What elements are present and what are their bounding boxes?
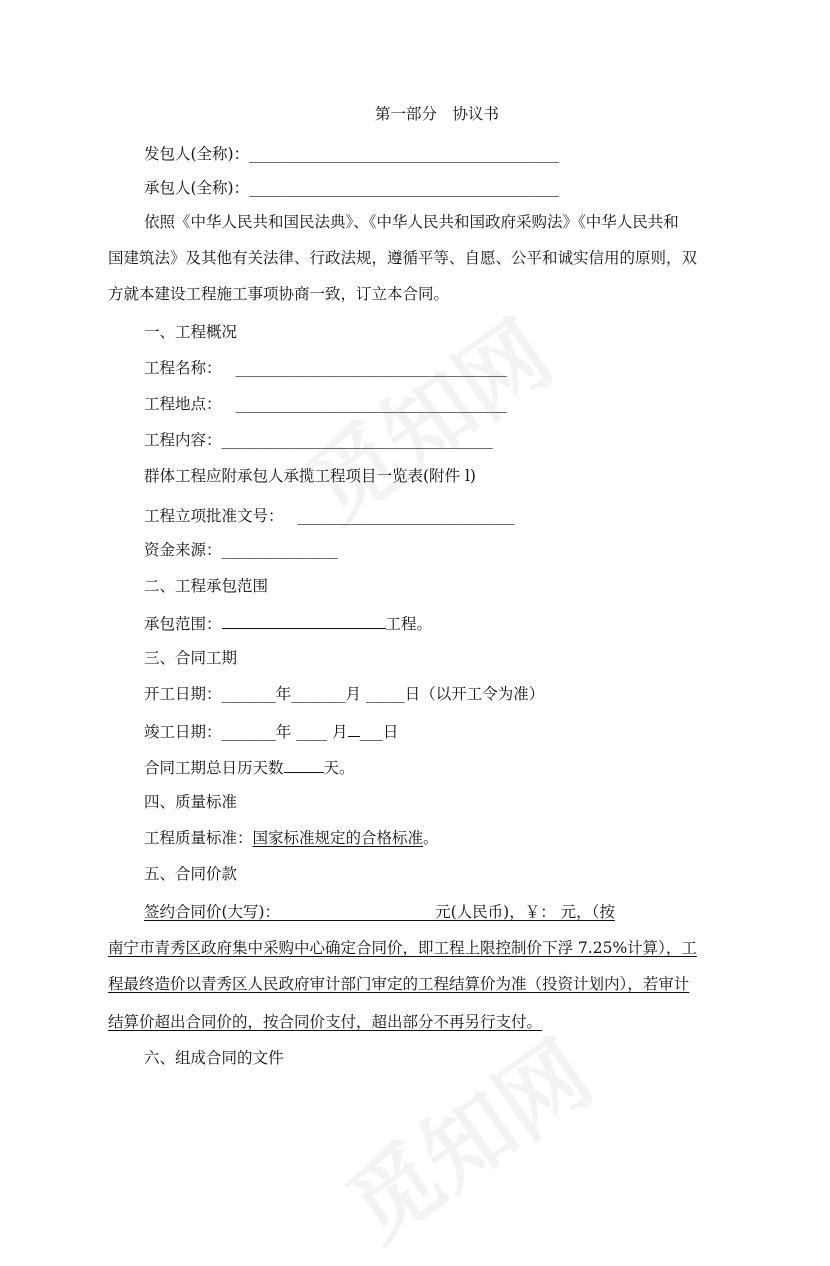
fund-source-line: [144, 540, 338, 560]
project-name-label: 工程名称：: [144, 359, 222, 377]
end-date-day-label: 日: [382, 723, 399, 741]
start-date-label: 开工日期：: [144, 685, 222, 703]
total-days-unit: 天。: [323, 759, 355, 777]
section-4-heading: 四、质量标准: [144, 793, 238, 811]
scope-label: 承包范围：: [144, 615, 222, 633]
quality-period: 。: [423, 829, 439, 847]
project-name-line: [144, 358, 507, 378]
fund-source-label: 资金来源：: [144, 541, 222, 559]
total-days-label: 合同工期总日历天数: [144, 759, 284, 777]
contractor-blank[interactable]: ________________________________________: [249, 179, 560, 197]
end-date-label: 竣工日期：: [144, 723, 222, 741]
price-line-3: 程最终造价以青秀区人民政府审计部门审定的工程结算价为准（投资计划内），若审计: [108, 975, 690, 993]
scope-line: [144, 612, 432, 634]
price-line-4: 结算价超出合同价的，按合同价支付，超出部分不再另行支付。: [108, 1013, 543, 1031]
project-content-line: [144, 430, 493, 450]
start-date-text[interactable]: _______年_______月 _____日（以开工令为准）: [221, 685, 545, 703]
end-date-day-blank[interactable]: ___: [359, 723, 383, 741]
intro-line-2: 国建筑法》及其他有关法律、行政法规，遵循平等、自愿、公平和诚实信用的原则，双: [108, 249, 698, 267]
fund-source-blank[interactable]: _______________: [221, 541, 338, 559]
project-content-label: 工程内容：: [144, 431, 222, 449]
group-project-note: 群体工程应附承包人承揽工程项目一览表(附件 l): [144, 467, 476, 485]
total-days-line: [144, 756, 355, 778]
intro-line-3: 方就本建设工程施工事项协商一致，订立本合同。: [108, 285, 450, 303]
scope-blank[interactable]: [222, 612, 386, 629]
project-location-blank[interactable]: ___________________________________: [235, 395, 507, 413]
doc-title: 第一部分 协议书: [375, 105, 500, 123]
project-content-blank[interactable]: ___________________________________: [221, 431, 493, 449]
employer-line: [144, 144, 559, 164]
contractor-line: [144, 178, 559, 198]
start-date-line: [144, 684, 544, 704]
project-location-line: [144, 394, 507, 414]
scope-suffix: 工程。: [385, 615, 433, 633]
section-3-heading: 三、合同工期: [144, 649, 238, 667]
approval-number-blank[interactable]: ____________________________: [297, 507, 515, 525]
quality-value: 国家标准规定的合格标准: [252, 829, 424, 847]
price-line-2: 南宁市青秀区政府集中采购中心确定合同价，即工程上限控制价下浮 7.25%计算），工: [108, 939, 697, 957]
approval-number-label: 工程立项批准文号：: [144, 507, 284, 525]
end-date-text[interactable]: _______年 ____ 月: [221, 723, 348, 741]
section-1-heading: 一、工程概况: [144, 323, 238, 341]
project-name-blank[interactable]: ___________________________________: [235, 359, 507, 377]
quality-label: 工程质量标准：: [144, 829, 253, 847]
end-date-day-underline: [348, 720, 360, 737]
approval-number-line: [144, 506, 515, 526]
price-line-1: 签约合同价(大写)：____________________元(人民币)，￥： 元，（按: [144, 903, 615, 921]
watermark-lower: [317, 1004, 613, 1265]
section-6-heading: 六、组成合同的文件: [144, 1049, 284, 1067]
section-5-heading: 五、合同价款: [144, 865, 238, 883]
quality-line: [144, 828, 439, 848]
employer-blank[interactable]: ________________________________________: [249, 145, 560, 163]
project-location-label: 工程地点：: [144, 395, 222, 413]
total-days-blank[interactable]: [284, 756, 324, 773]
employer-label: 发包人(全称)：: [144, 145, 250, 163]
intro-line-1: 依照《中华人民共和国民法典》、《中华人民共和国政府采购法》《中华人民共和: [144, 213, 679, 231]
end-date-line: [144, 720, 398, 742]
section-2-heading: 二、工程承包范围: [144, 577, 269, 595]
contractor-label: 承包人(全称)：: [144, 179, 250, 197]
